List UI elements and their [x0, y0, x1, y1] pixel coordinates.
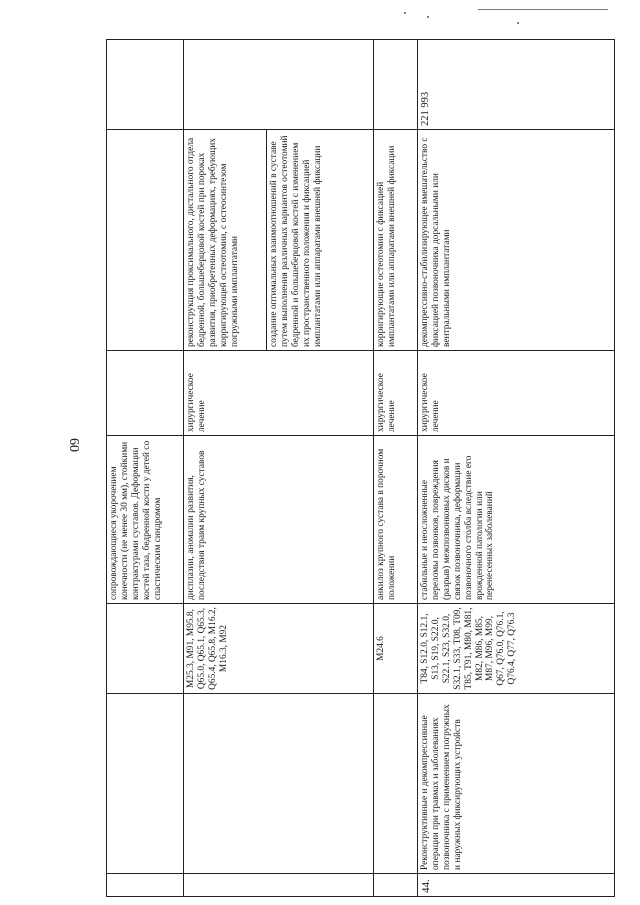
- cost-cell: [107, 40, 184, 130]
- table-row: [418, 40, 615, 897]
- top-rule: [478, 9, 608, 10]
- procedure-name-cell: Реконструктивные и декомпрессивные операции при травмах и заболеваниях позвоночника с применением погружных и наружных фиксирующих устройств: [418, 694, 615, 874]
- rotated-table-wrapper: [106, 40, 615, 897]
- table-row: [184, 40, 374, 897]
- cost-cell: [184, 40, 374, 130]
- cost-cell: 221 993: [418, 40, 615, 130]
- treatment-type-cell: хирургическое лечение: [374, 351, 418, 436]
- row-number-cell: [184, 874, 374, 897]
- treatment-type-cell: хирургическое лечение: [418, 351, 615, 436]
- treatment-method-cell: корригирующие остеотомии с фиксацией имплантатами или аппаратами внешней фиксации: [374, 130, 418, 351]
- patient-model-cell: дисплазии, аномалии развития, последствия травм крупных суставов: [184, 436, 374, 604]
- procedure-name-cell: [184, 694, 374, 874]
- table-row: [374, 40, 418, 897]
- page-number: 60: [66, 438, 81, 452]
- icd-codes-cell: T84, S12.0, S12.1, S13, S19, S22.0, S22.1, S23, S32.0, S32.1, S33, T08, T09, T85, T91, M80, M81, M82, M86, M85, M87, M96, M99, Q67, Q76.0, Q76.1, Q76.4, Q77, Q76.3: [418, 604, 615, 694]
- treatment-method-cell: [107, 130, 184, 351]
- patient-model-cell: сопровождающиеся укорочением конечности (не менее 30 мм), стойкими контрактурами суставов. Деформации костей таза, бедренной кости у детей со спастическим синдромом: [107, 436, 184, 604]
- icd-codes-cell: [107, 604, 184, 694]
- treatment-type-cell: хирургическое лечение: [184, 351, 374, 436]
- treatment-type-cell: [107, 351, 184, 436]
- treatment-method-cell: декомпрессивно-стабилизирующее вмешательство с фиксацией позвоночника дорсальными или вентральными имплантатами: [418, 130, 615, 351]
- table-row: [107, 40, 184, 897]
- icd-codes-cell: M24.6: [374, 604, 418, 694]
- scan-speck: [404, 12, 406, 14]
- procedure-name-cell: [107, 694, 184, 874]
- row-number-cell: [107, 874, 184, 897]
- scan-speck: [427, 16, 429, 18]
- row-number-cell: [374, 874, 418, 897]
- treatment-method-text: создание оптимальных взаимоотношений в суставе путем выполнения различных вариантов остеотомий бедренной и большеберцовой костей с изменением их пространственного положения и фиксацией имплантатами или аппаратами внешней фиксации: [269, 135, 323, 347]
- icd-codes-cell: M25.3, M91, M95.8, Q65.0, Q65.1, Q65.3, Q65.4, Q65.8, M16.2, M16.3, M92: [184, 604, 374, 694]
- procedure-name-cell: [374, 694, 418, 874]
- procedures-table: [106, 39, 615, 897]
- row-number-cell: 44.: [418, 874, 615, 897]
- patient-model-cell: анкилоз крупного сустава в порочном положении: [374, 436, 418, 604]
- patient-model-cell: стабильные и неосложненные переломы позвонков, повреждения (разрыв) межпозвонковых дисков и связок позвоночника, деформации позвоночного столба вследствие его врожденной патологии или перенесенных заболеваний: [418, 436, 615, 604]
- cost-cell: [374, 40, 418, 130]
- scan-speck: [517, 22, 519, 24]
- treatment-method-text: реконструкция проксимального, дистального отдела бедренной, большеберцовой костей при пороках развития, приобретенных деформациях, требующих корригирующей остеотомии, с остеосинтезом погружными имплантатами: [184, 130, 267, 350]
- treatment-method-cell: [184, 130, 374, 351]
